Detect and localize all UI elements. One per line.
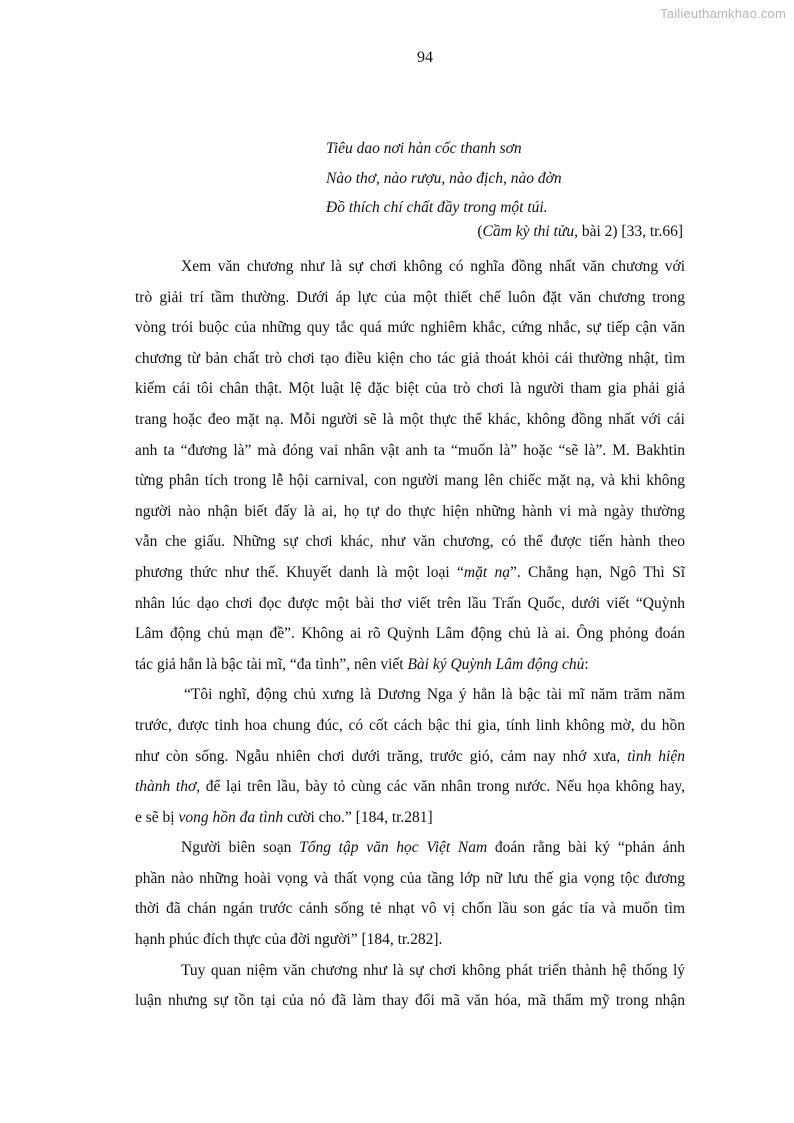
paragraph-line: thời đã chán ngán trước cảnh sống tẻ nhạt vô vị chốn lầu son gác tía và muốn tìm (135, 900, 685, 918)
text-run: cười cho.” [184, tr.281] (283, 808, 433, 826)
citation-reference: , bài 2) [33, tr.66] (574, 223, 683, 240)
paragraph-line: kiếm cái tôi chân thật. Một luật lệ đặc biệt của trò chơi là người tham gia phải giả (135, 380, 685, 398)
paragraph-line: chương từ bản chất trò chơi tạo điều kiện cho tác giả thoát khỏi cái thường nhật, tìm (135, 349, 685, 367)
citation-open: ( (477, 223, 483, 240)
italic-phrase: vong hồn đa tình (178, 808, 284, 826)
paragraph-line: nhân lúc dạo chơi đọc được một bài thơ viết trên lầu Trấn Quốc, dưới viết “Quỳnh (135, 594, 685, 612)
poem-line: Nào thơ, nào rượu, nào địch, nào đờn (326, 169, 562, 187)
paragraph-line: hạnh phúc đích thực của đời người” [184, tr.282]. (135, 931, 443, 949)
quote-line (135, 803, 685, 834)
italic-phrase: thành thơ (135, 778, 197, 796)
paragraph-line: trang hoặc đeo mặt nạ. Mỗi người sẽ là một thực thể khác, không đồng nhất với cái (135, 410, 685, 428)
paragraph-line (135, 833, 685, 864)
italic-title: Tổng tập văn học Việt Nam (299, 839, 488, 857)
paragraph-line (135, 650, 685, 681)
paragraph-line: Lâm động chủ mạn đề”. Không ai rõ Quỳnh Lâm động chủ là ai. Ông phỏng đoán (135, 625, 685, 643)
text-run: ”. Chẳng hạn, Ngô Thì Sĩ (509, 563, 686, 581)
paragraph-line: anh ta “đương là” mà đóng vai nhân vật anh ta “muốn là” hoặc “sẽ là”. M. Bakhtin (135, 441, 685, 459)
paragraph-line: phần nào những hoài vọng và thất vọng của tầng lớp nữ lưu thế gia vọng tộc đương (135, 869, 685, 887)
text-run: e sẽ bị (135, 808, 179, 826)
italic-phrase: mặt nạ (463, 563, 510, 581)
quote-line: “Tôi nghĩ, động chủ xưng là Dương Nga ý hẳn là bậc tài mĩ năm trăm năm (184, 686, 685, 704)
page-number: 94 (417, 49, 433, 66)
poem-line: Đồ thích chí chất đầy trong một túi. (326, 199, 548, 216)
poem-line: Tiêu dao nơi hàn cốc thanh sơn (326, 140, 522, 157)
paragraph-line: Xem văn chương như là sự chơi không có nghĩa đồng nhất văn chương với (181, 258, 685, 275)
text-run: Người biên soạn (181, 839, 300, 857)
italic-title: Bài ký Quỳnh Lâm động chủ (407, 655, 585, 673)
text-run: , để lại trên lầu, bày tỏ cùng các văn nhân trong nước. Nếu họa không hay, (196, 778, 685, 796)
paragraph-line: người nào nhận biết đấy là ai, họ tự do thực hiện những hành vi mà ngày thường (135, 502, 685, 520)
paragraph-line: trò giải trí tầm thường. Dưới áp lực của một thiết chế luôn đặt văn chương trong (135, 288, 685, 306)
paragraph-line (135, 558, 685, 589)
text-run: tác giả hẳn là bậc tài mĩ, “đa tình”, nên viết (135, 655, 408, 673)
text-run: phương thức như thế. Khuyết danh là một loại “ (135, 563, 464, 581)
paragraph-line: vẫn che giấu. Những sự chơi khác, như văn chương, có thể được tiến hành theo (135, 533, 685, 551)
text-run: đoán rằng bài ký “phản ánh (487, 839, 685, 857)
paragraph-line: từng phân tích trong lễ hội carnival, con người mang lên chiếc mặt nạ, và khi không (135, 472, 685, 490)
quote-line (135, 772, 685, 803)
italic-phrase: tình hiện (627, 747, 685, 765)
text-run: như còn sống. Ngẫu nhiên chơi dưới trăng, trước gió, cảm nay nhớ xưa, (135, 747, 628, 765)
poem-citation (477, 223, 683, 241)
paragraph-line: luận nhưng sự tồn tại của nó đã làm thay đổi mã văn hóa, mã thẩm mỹ trong nhận (135, 992, 685, 1010)
body-text (135, 252, 685, 1017)
watermark: Tailieuthamkhao.com (660, 6, 786, 21)
quote-line: trước, được tinh hoa chung đúc, có cốt cách bậc thi gia, tính linh không mờ, du hồn (135, 716, 685, 734)
poem (326, 134, 562, 223)
paragraph-line: Tuy quan niệm văn chương như là sự chơi không phát triển thành hệ thống lý (181, 961, 685, 979)
paragraph-line: vòng trói buộc của những quy tắc quá mức nghiêm khắc, cứng nhắc, sự tiếp cận văn (135, 319, 685, 337)
quote-line (135, 742, 685, 773)
text-run: : (584, 655, 589, 673)
citation-title: Cầm kỳ thi tửu (482, 223, 575, 240)
